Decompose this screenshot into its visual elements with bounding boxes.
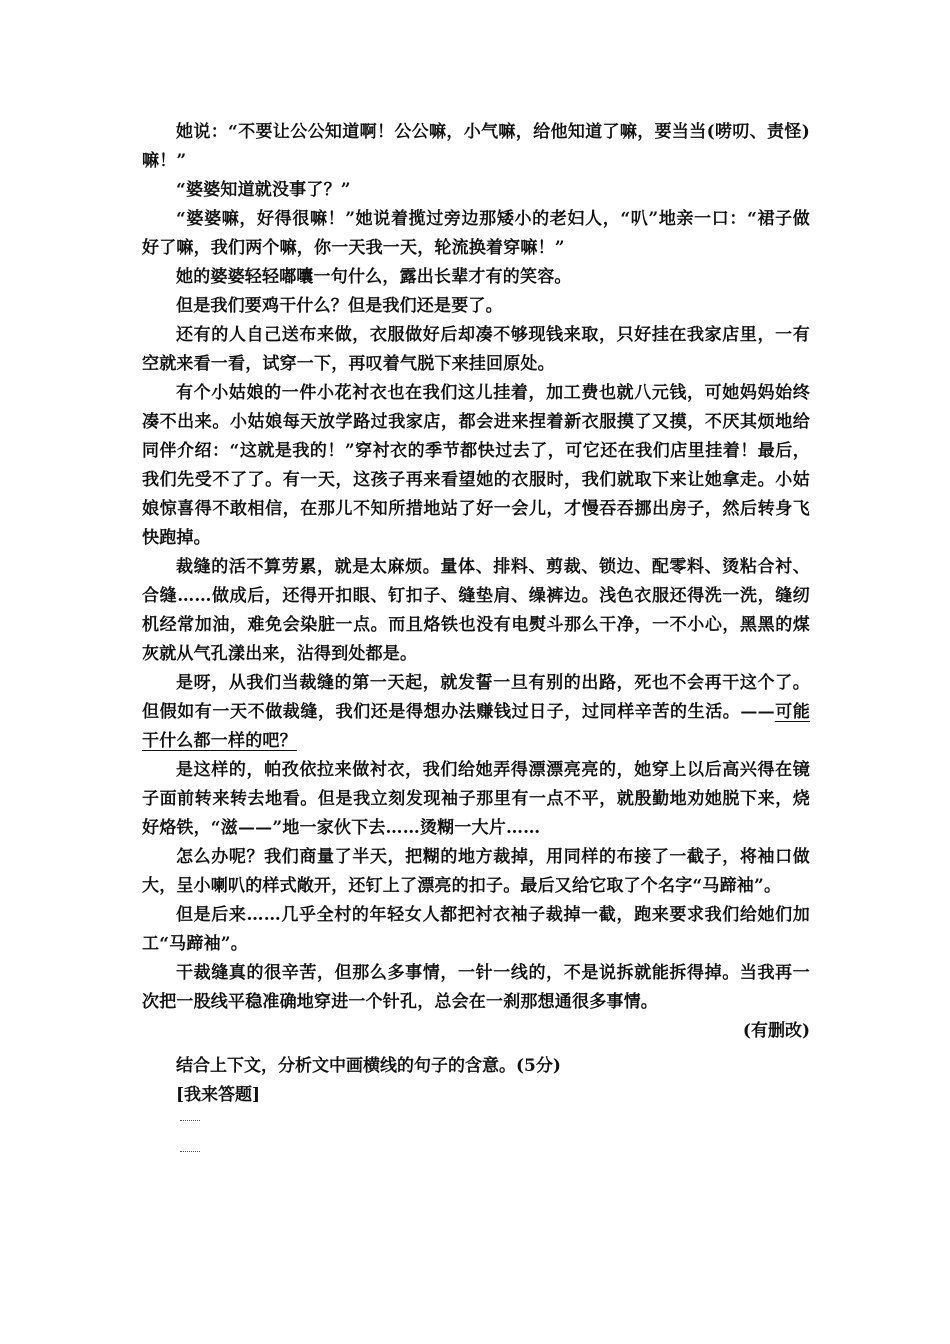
source-note: (有删改) bbox=[742, 1021, 810, 1041]
paragraph-1: 她说：“不要让公公知道啊！公公嘛，小气嘛，给他知道了嘛，要当当(唠叨、责怪)嘛！” bbox=[142, 122, 810, 171]
paragraph-2: “婆婆知道就没事了？” bbox=[176, 180, 351, 200]
paragraph-4: 她的婆婆轻轻嘟囔一句什么，露出长辈才有的笑容。 bbox=[176, 267, 572, 287]
paragraph-8: 裁缝的活不算劳累，就是太麻烦。量体、排料、剪裁、锁边、配零料、烫粘合衬、合缝……做成后，还得开扣眼、钉扣子、缝垫肩、缲裤边。浅色衣服还得洗一洗，缝纫机经常加油，难免会染脏一点。而且烙铁也没有电熨斗那么干净，一不小心，黑黑的煤灰就从气孔漾出来，沾得到处都是。 bbox=[142, 557, 810, 664]
paragraph-11: 怎么办呢？我们商量了半天，把糊的地方裁掉，用同样的布接了一截子，将袖口做大，呈小喇叭的样式敞开，还钉上了漂亮的扣子。最后又给它取了个名字“马蹄袖”。 bbox=[142, 847, 810, 896]
underlined-sentence: 可能干什么都一样的吧？ bbox=[142, 702, 810, 751]
answer-line[interactable] bbox=[180, 1151, 200, 1152]
question-prompt: 结合上下文，分析文中画横线的句子的含意。(5分) bbox=[176, 1056, 561, 1076]
answer-line[interactable] bbox=[180, 1120, 200, 1121]
paragraph-12: 但是后来……几乎全村的年轻女人都把衬衣袖子裁掉一截，跑来要求我们给她们加工“马蹄袖”。 bbox=[142, 905, 810, 954]
paragraph-7: 有个小姑娘的一件小花衬衣也在我们这儿挂着，加工费也就八元钱，可她妈妈始终凑不出来。小姑娘每天放学路过我家店，都会进来捏着新衣服摸了又摸，不厌其烦地给同伴介绍：“这就是我的！”穿衬衣的季节都快过去了，可它还在我们店里挂着！最后，我们先受不了了。有一天，这孩子再来看望她的衣服时，我们就取下来让她拿走。小姑娘惊喜得不敢相信，在那儿不知所措地站了好一会儿，才慢吞吞挪出房子，然后转身飞快跑掉。 bbox=[142, 383, 810, 548]
paragraph-10: 是这样的，帕孜依拉来做衬衣，我们给她弄得漂漂亮亮的，她穿上以后高兴得在镜子面前转来转去地看。但是我立刻发现袖子那里有一点不平，就殷勤地劝她脱下来，烧好烙铁，“滋——”地一家伙下去……烫糊一大片…… bbox=[142, 760, 810, 838]
paragraph-13: 干裁缝真的很辛苦，但那么多事情，一针一线的，不是说拆就能拆得掉。当我再一次把一股线平稳准确地穿进一个针孔，总会在一刹那想通很多事情。 bbox=[142, 963, 810, 1012]
paragraph-6: 还有的人自己送布来做，衣服做好后却凑不够现钱来取，只好挂在我家店里，一有空就来看一看，试穿一下，再叹着气脱下来挂回原处。 bbox=[142, 325, 810, 374]
paragraph-5: 但是我们要鸡干什么？但是我们还是要了。 bbox=[176, 296, 503, 316]
document-page bbox=[142, 118, 810, 1182]
paragraph-3: “婆婆嘛，好得很嘛！”她说着揽过旁边那矮小的老妇人，“叭”地亲一口：“裙子做好了嘛，我们两个嘛，你一天我一天，轮流换着穿嘛！” bbox=[142, 209, 810, 258]
article-body bbox=[142, 118, 810, 1046]
answer-label: [我来答题] bbox=[176, 1085, 261, 1105]
paragraph-9 bbox=[142, 669, 810, 756]
paragraph-9-text: 是呀，从我们当裁缝的第一天起，就发誓一旦有别的出路，死也不会再干这个了。但假如有一天不做裁缝，我们还是得想办法赚钱过日子，过同样辛苦的生活。—— bbox=[142, 673, 810, 722]
answer-area[interactable] bbox=[142, 1120, 810, 1152]
